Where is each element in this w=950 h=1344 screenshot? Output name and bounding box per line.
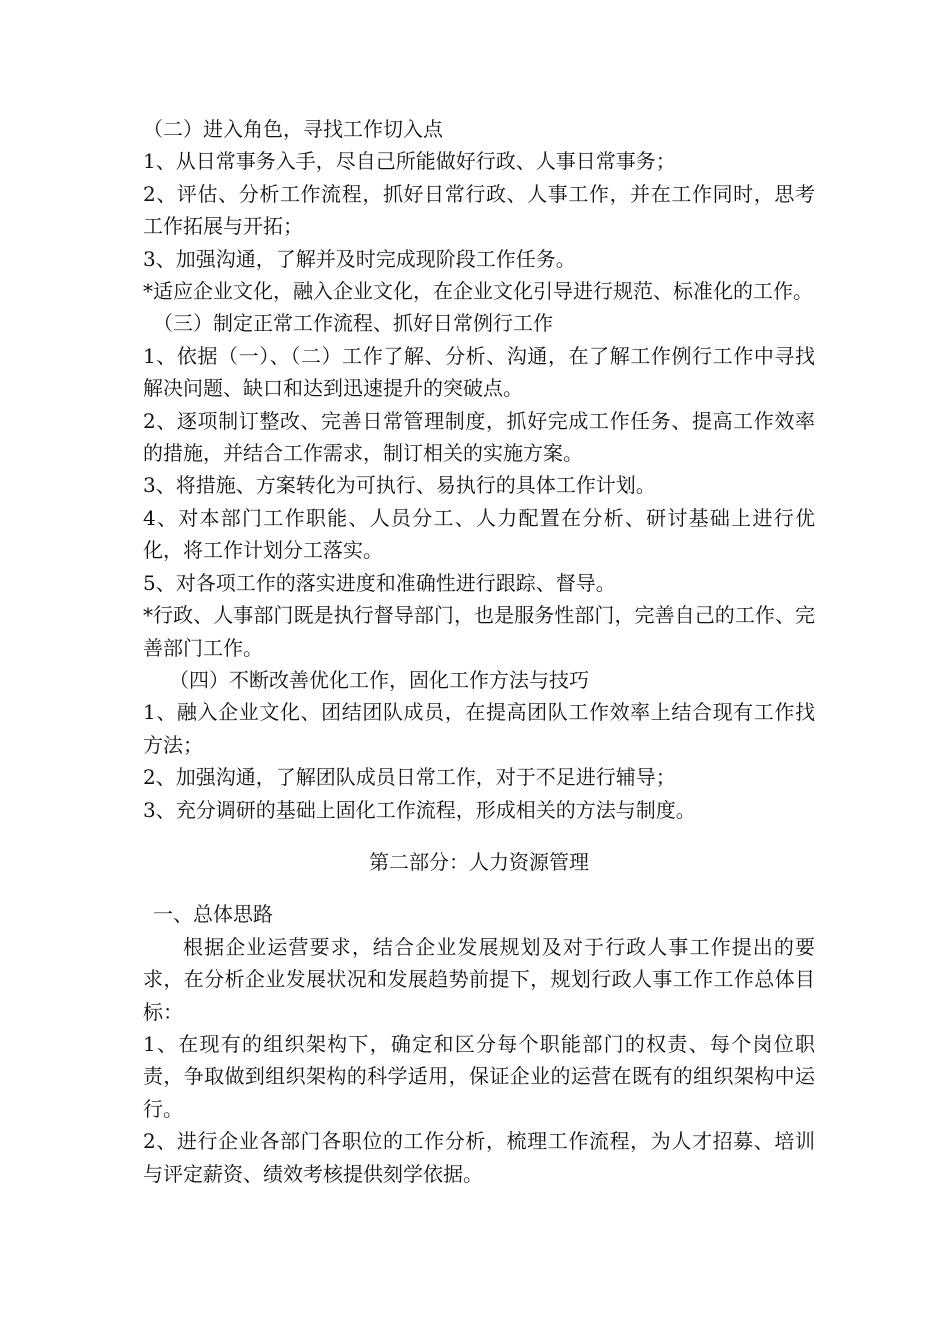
list-item: 1、从日常事务入手，尽自己所能做好行政、人事日常事务； (143, 149, 676, 174)
subsection-heading-4: （四）不断改善优化工作，固化工作方法与技巧 (169, 667, 589, 692)
list-item: 2、进行企业各部门各职位的工作分析，梳理工作流程，为人才招募、培训与评定薪资、绩效考核提供刻学依据。 (143, 1129, 815, 1186)
list-item: 2、加强沟通，了解团队成员日常工作，对于不足进行辅导； (143, 765, 676, 790)
list-item: 3、加强沟通，了解并及时完成现阶段工作任务。 (143, 246, 576, 271)
list-item: 1、融入企业文化、团结团队成员，在提高团队工作效率上结合现有工作找方法； (143, 700, 815, 757)
list-item: 1、依据（一）、（二）工作了解、分析、沟通，在了解工作例行工作中寻找解决问题、缺口和达到迅速提升的突破点。 (143, 343, 815, 401)
section-heading: 一、总体思路 (153, 902, 273, 927)
list-item: 1、在现有的组织架构下，确定和区分每个职能部门的权责、每个岗位职责，争取做到组织架构的科学适用，保证企业的运营在既有的组织架构中运行。 (143, 1031, 815, 1121)
body-paragraph: 根据企业运营要求，结合企业发展规划及对于行政人事工作提出的要求，在分析企业发展状况和发展趋势前提下，规划行政人事工作工作总体目标： (143, 934, 815, 1024)
subsection-heading-3: （三）制定正常工作流程、抓好日常例行工作 (153, 311, 553, 336)
list-item: 3、将措施、方案转化为可执行、易执行的具体工作计划。 (143, 473, 656, 498)
list-item: 2、评估、分析工作流程，抓好日常行政、人事工作，并在工作同时，思考工作拓展与开拓； (143, 181, 815, 239)
note-paragraph: *行政、人事部门既是执行督导部门，也是服务性部门，完善自己的工作、完善部门工作。 (143, 603, 815, 660)
list-item: 3、充分调研的基础上固化工作流程，形成相关的方法与制度。 (143, 797, 696, 822)
note-paragraph: *适应企业文化，融入企业文化，在企业文化引导进行规范、标准化的工作。 (143, 279, 813, 304)
document-body (143, 113, 815, 1190)
list-item: 4、对本部门工作职能、人员分工、人力配置在分析、研讨基础上进行优化，将工作计划分工落实。 (143, 505, 815, 563)
subsection-heading-2: （二）进入角色，寻找工作切入点 (143, 117, 443, 141)
list-item: 5、对各项工作的落实进度和准确性进行跟踪、督导。 (143, 570, 616, 595)
list-item: 2、逐项制订整改、完善日常管理制度，抓好完成工作任务、提高工作效率的措施，并结合工作需求，制订相关的实施方案。 (143, 408, 815, 466)
part-title: 第二部分：人力资源管理 (369, 849, 589, 874)
